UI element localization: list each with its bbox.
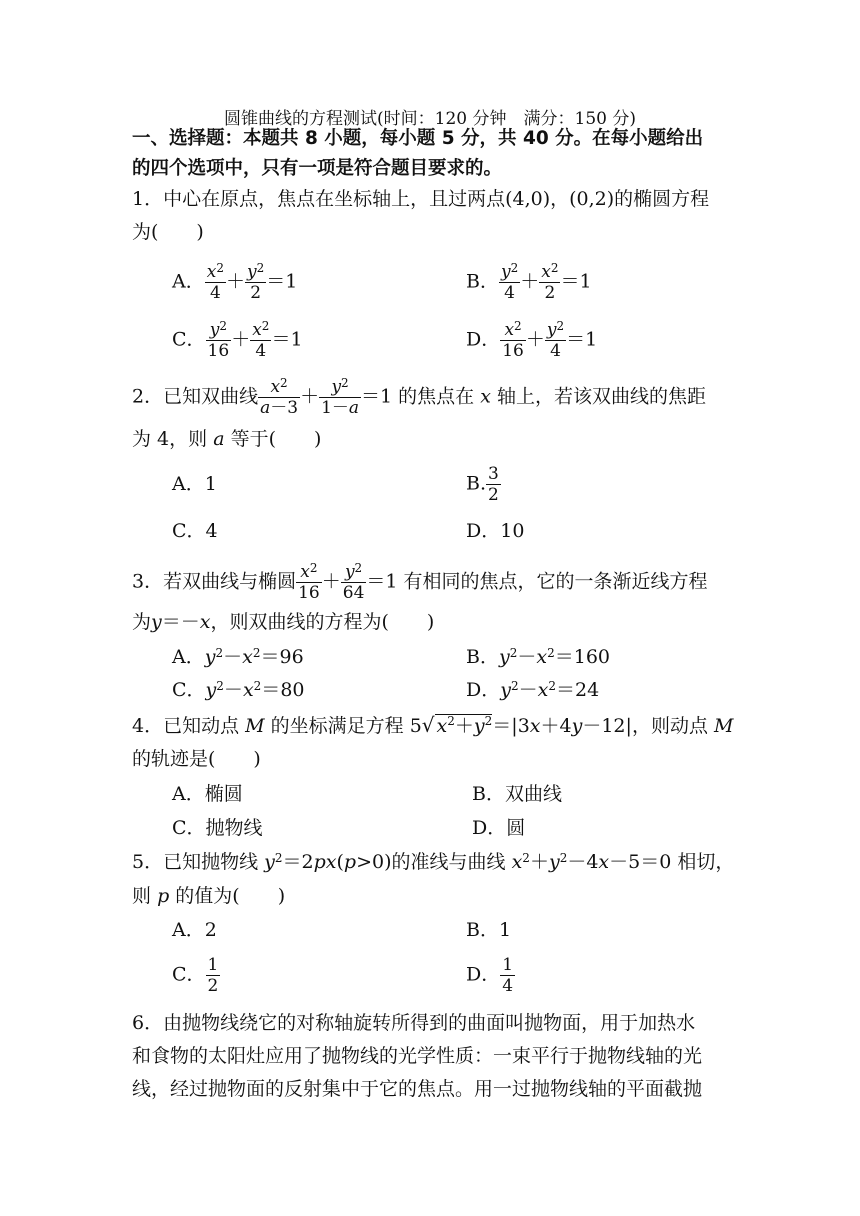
q1-stem-line1: 1．中心在原点，焦点在坐标轴上，且过两点(4,0)，(0,2)的椭圆方程 (132, 188, 710, 210)
q6-stem-line1: 6．由抛物线绕它的对称轴旋转所得到的曲面叫抛物面，用于加热水 (132, 1012, 696, 1034)
q3-stem-line1: 3．若双曲线与椭圆 $\frac{x^2}{16}$ ＋ $\frac{y^2}{64}$ ＝1 有相同的焦点，它的一条渐近线方程 (132, 561, 708, 603)
q2-option-d: D．10 (466, 520, 525, 542)
q2-stem-line2: 为 4，则 a 等于( ) (132, 428, 322, 450)
section-heading-line2: 的四个选项中，只有一项是符合题目要求的。 (132, 158, 503, 179)
q2-option-c: C．4 (172, 520, 218, 542)
q4-option-a: A．椭圆 (172, 783, 243, 805)
q4-stem-line2: 的轨迹是( ) (132, 748, 261, 770)
q3-option-a: A．$y^2-x^2=96$ (172, 646, 304, 668)
q6-stem-line3: 线，经过抛物面的反射集中于它的焦点。用一过抛物线轴的平面截抛 (132, 1078, 703, 1100)
q5-stem-line2: 则 p 的值为( ) (132, 885, 286, 907)
q4-option-b: B．双曲线 (472, 783, 562, 805)
q3-option-c: C．$y^2-x^2=80$ (172, 679, 305, 701)
q1-option-b: B． $\frac{y^2}{4}$ ＋ $\frac{x^2}{2}$ ＝1 (466, 261, 592, 303)
q5-option-c: C． $\frac{1}{2}$ (172, 955, 219, 996)
q2-option-a: A．1 (172, 473, 217, 495)
section-heading-line1: 一、选择题：本题共 8 小题，每小题 5 分，共 40 分。在每小题给出 (132, 128, 704, 149)
q4-option-c: C．抛物线 (172, 817, 263, 839)
q1-stem-line2: 为( ) (132, 221, 204, 243)
q1-option-a: A． $\frac{x^2}{4}$ ＋ $\frac{y^2}{2}$ ＝1 (172, 261, 298, 303)
q4-option-d: D．圆 (472, 817, 526, 839)
q5-stem-line1: 5．已知抛物线 $y^2=2px(p>0)$的准线与曲线 $x^2+y^2-4x-5=0$ 相切， (132, 851, 735, 873)
q6-stem-line2: 和食物的太阳灶应用了抛物线的光学性质：一束平行于抛物线轴的光 (132, 1045, 703, 1067)
q4-stem-line1: 4．已知动点 M 的坐标满足方程 5√ $x^2+y^2=|3x+4y-12|$，则动点 M (132, 713, 734, 737)
q5-option-d: D． $\frac{1}{4}$ (466, 955, 514, 996)
q1-option-d: D． $\frac{x^2}{16}$ ＋ $\frac{y^2}{4}$ ＝1 (466, 319, 598, 361)
q2-option-b: B. $\frac{3}{2}$ (466, 464, 499, 505)
q2-stem-line1: 2．已知双曲线 $\frac{x^2}{a-3}$ ＋ $\frac{y^2}{1-a}$ ＝1 的焦点在 x 轴上，若该双曲线的焦距 (132, 376, 707, 418)
page-title: 圆锥曲线的方程测试(时间：120 分钟 满分：150 分) (224, 109, 636, 129)
q1-option-c: C． $\frac{y^2}{16}$ ＋ $\frac{x^2}{4}$ ＝1 (172, 319, 303, 361)
q3-stem-line2: 为y＝－x，则双曲线的方程为( ) (132, 611, 435, 633)
q3-option-b: B．$y^2-x^2=160$ (466, 646, 610, 668)
q5-option-b: B．1 (466, 919, 512, 941)
q5-option-a: A．2 (172, 919, 217, 941)
q3-option-d: D．$y^2-x^2=24$ (466, 679, 600, 701)
